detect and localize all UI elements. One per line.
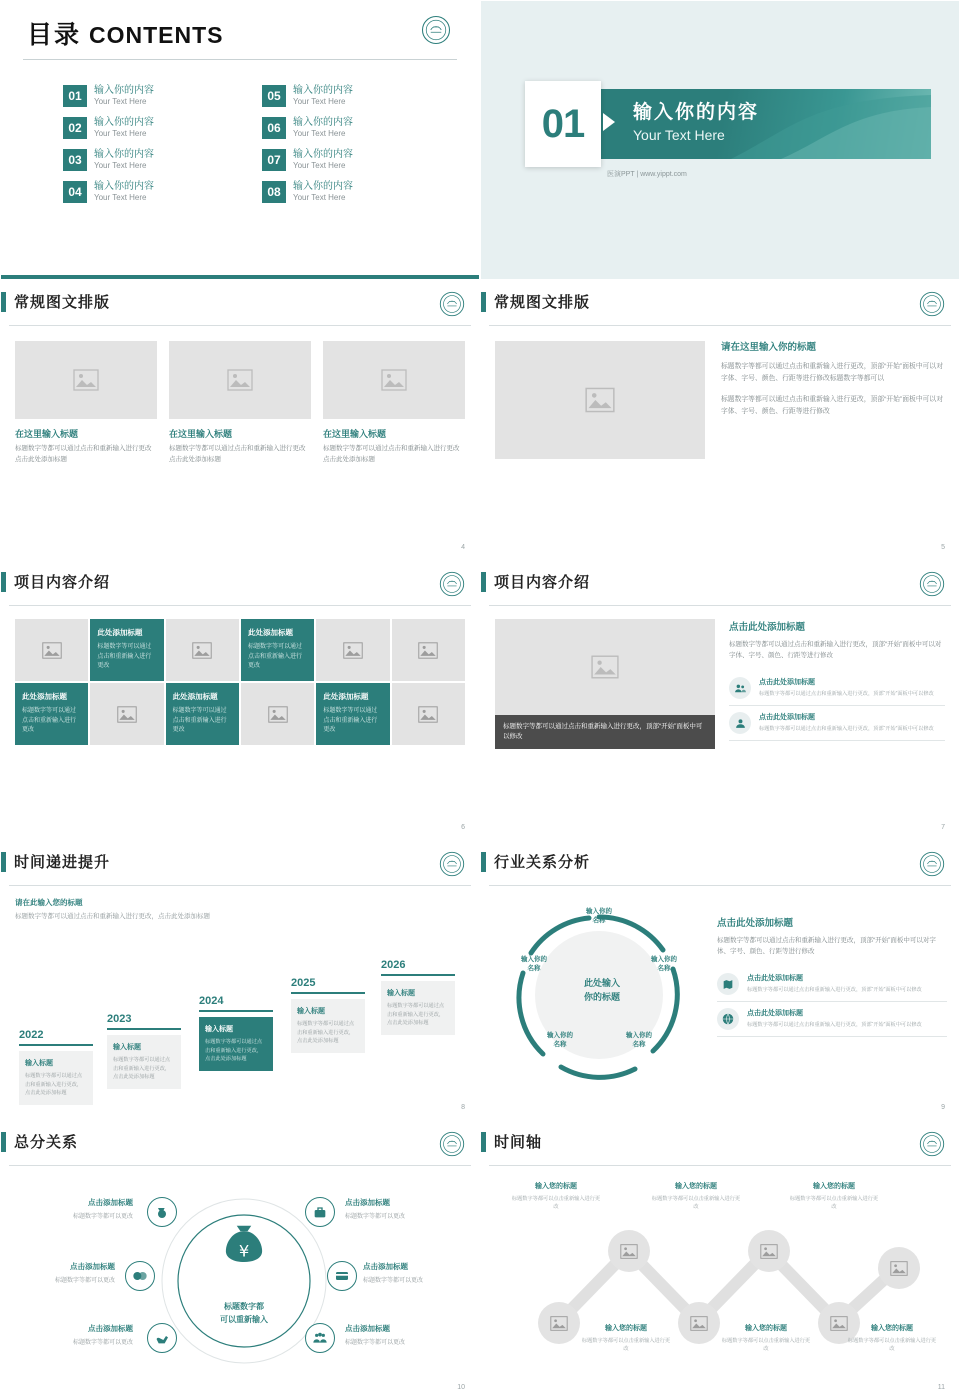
step-heading: 输入标题 bbox=[297, 1008, 325, 1015]
contents-list bbox=[63, 85, 433, 203]
node-line-2: 名称 bbox=[527, 965, 541, 973]
toc-item[interactable] bbox=[63, 85, 234, 107]
title-accent-bar bbox=[481, 852, 486, 872]
step-heading: 输入标题 bbox=[387, 990, 415, 997]
title-accent-bar bbox=[481, 572, 486, 592]
hub-center-label bbox=[197, 1301, 291, 1327]
page-number: 6 bbox=[461, 824, 465, 831]
title-divider bbox=[489, 325, 951, 326]
map-icon bbox=[717, 973, 739, 995]
column[interactable] bbox=[169, 341, 311, 465]
mosaic-grid bbox=[15, 619, 465, 745]
caption-heading: 输入您的标题 bbox=[813, 1183, 855, 1190]
section-title-cn: 输入你的内容 bbox=[633, 102, 760, 123]
toc-number: 05 bbox=[262, 85, 286, 107]
center-line-1: 此处输入 bbox=[583, 978, 620, 988]
image-placeholder[interactable] bbox=[878, 1247, 920, 1289]
step-line bbox=[381, 974, 455, 976]
toc-item[interactable] bbox=[262, 149, 433, 171]
toc-item[interactable] bbox=[63, 117, 234, 139]
toc-label-en: Your Text Here bbox=[94, 129, 147, 138]
timeline-caption-bottom bbox=[847, 1323, 937, 1354]
toc-label-en: Your Text Here bbox=[94, 97, 147, 106]
caption-heading: 输入您的标题 bbox=[675, 1183, 717, 1190]
brand-logo-icon bbox=[439, 1131, 465, 1157]
timeline-caption-top bbox=[511, 1181, 601, 1212]
slide-title bbox=[481, 561, 959, 592]
title-accent-bar bbox=[481, 1132, 486, 1152]
cell-heading: 此处添加标题 bbox=[22, 692, 67, 701]
item-heading: 点击此处添加标题 bbox=[747, 1010, 803, 1018]
brand-logo-icon bbox=[919, 1131, 945, 1157]
cell-body: 标题数字等可以通过点击和重新输入进行更改 bbox=[248, 644, 303, 670]
step-year: 2024 bbox=[199, 995, 224, 1007]
lead-paragraph: 标题数字等都可以通过点击和重新输入进行更改，顶部“开始”面板中可以对字体、字号、颜色、行距等进行修改 bbox=[717, 937, 936, 956]
svg-text:¥: ¥ bbox=[238, 1241, 250, 1261]
slide-title bbox=[1, 841, 479, 872]
toc-item[interactable] bbox=[262, 181, 433, 203]
toc-item[interactable] bbox=[262, 117, 433, 139]
mosaic-text-cell[interactable] bbox=[90, 619, 163, 681]
title-divider bbox=[489, 885, 951, 886]
toc-label-en: Your Text Here bbox=[293, 193, 346, 202]
cell-body: 标题数字等可以通过点击和重新输入进行更改 bbox=[172, 708, 227, 734]
title-text: 常规图文排版 bbox=[494, 294, 591, 311]
section-heading: 请在这里输入你的标题 bbox=[721, 342, 817, 353]
toc-label-cn: 输入你的内容 bbox=[293, 117, 353, 128]
title-text: 项目内容介绍 bbox=[494, 574, 591, 591]
item-body: 标题数字等都可以通过点击和重新输入进行更改，顶部“开始”面板中可以修改 bbox=[747, 1022, 922, 1029]
node-line-1: 输入你的 bbox=[651, 956, 677, 963]
toc-label-en: Your Text Here bbox=[94, 161, 147, 170]
node-icon-money[interactable] bbox=[125, 1261, 155, 1291]
timeline-caption-bottom bbox=[721, 1323, 811, 1354]
node-line-1: 输入你的 bbox=[586, 908, 612, 915]
toc-item[interactable] bbox=[262, 85, 433, 107]
hub-label-right bbox=[345, 1323, 455, 1346]
step-year: 2025 bbox=[291, 977, 316, 989]
ring-node-label bbox=[637, 955, 691, 974]
zigzag-diagram bbox=[489, 1173, 951, 1383]
title-accent-bar bbox=[1, 852, 6, 872]
ring-node-label bbox=[612, 1031, 666, 1050]
hub-label-left bbox=[23, 1323, 133, 1346]
list-item[interactable] bbox=[729, 671, 945, 706]
toc-item[interactable] bbox=[63, 149, 234, 171]
caption-heading: 输入您的标题 bbox=[535, 1183, 577, 1190]
image-caption: 标题数字等都可以通过点击和重新输入进行更改，顶部“开始”面板中可以修改 bbox=[495, 715, 715, 749]
step-body: 标题数字等都可以通过点击和重新输入进行更改，点击此处添加标题 bbox=[25, 1073, 83, 1097]
toc-label-cn: 输入你的内容 bbox=[94, 85, 154, 96]
timeline-step[interactable] bbox=[199, 995, 273, 1071]
text-block bbox=[721, 339, 945, 427]
step-line bbox=[291, 992, 365, 994]
image-placeholder[interactable] bbox=[323, 341, 465, 419]
image-placeholder[interactable] bbox=[241, 683, 314, 745]
caption-heading: 输入您的标题 bbox=[605, 1325, 647, 1332]
caption-body: 标题数字等都可以点击重新输入进行更改 bbox=[511, 1196, 601, 1211]
slide-mosaic[interactable] bbox=[0, 560, 480, 840]
column-body: 标题数字等都可以通过点击和重新输入进行更改 点击此处添加标题 bbox=[169, 445, 306, 463]
arrow-icon bbox=[603, 113, 615, 131]
label-heading: 点击添加标题 bbox=[88, 1324, 133, 1333]
node-line-1: 输入你的 bbox=[547, 1032, 573, 1039]
slide-title bbox=[481, 1121, 959, 1152]
timeline-step[interactable] bbox=[107, 1013, 181, 1089]
mosaic-text-cell[interactable] bbox=[241, 619, 314, 681]
hub-diagram bbox=[1, 1173, 479, 1383]
brand-logo-icon bbox=[919, 291, 945, 317]
image-placeholder[interactable] bbox=[608, 1230, 650, 1272]
slide-title bbox=[1, 561, 479, 592]
title-divider bbox=[489, 605, 951, 606]
image-placeholder[interactable] bbox=[166, 619, 239, 681]
image-placeholder[interactable] bbox=[678, 1302, 720, 1344]
node-icon-hand[interactable] bbox=[147, 1323, 177, 1353]
image-with-caption[interactable] bbox=[495, 619, 715, 749]
mosaic-text-cell[interactable] bbox=[166, 683, 239, 745]
title-text: 行业关系分析 bbox=[494, 854, 591, 871]
image-placeholder[interactable] bbox=[15, 341, 157, 419]
image-placeholder[interactable] bbox=[392, 683, 465, 745]
column-heading: 在这里输入标题 bbox=[169, 429, 233, 439]
label-heading: 点击添加标题 bbox=[70, 1262, 115, 1271]
label-heading: 点击添加标题 bbox=[363, 1262, 408, 1271]
toc-label-cn: 输入你的内容 bbox=[293, 85, 353, 96]
toc-item[interactable] bbox=[63, 181, 234, 203]
brand-logo-icon bbox=[919, 851, 945, 877]
label-heading: 点击添加标题 bbox=[345, 1198, 390, 1207]
step-body: 标题数字等都可以通过点击和重新输入进行更改，点击此处添加标题 bbox=[113, 1057, 171, 1081]
label-body: 标题数字等都可以更改 bbox=[72, 1340, 133, 1346]
slide-image-text-single[interactable] bbox=[480, 280, 960, 560]
column-heading: 在这里输入标题 bbox=[15, 429, 79, 439]
users-icon bbox=[729, 677, 751, 699]
node-line-1: 输入你的 bbox=[626, 1032, 652, 1039]
column[interactable] bbox=[15, 341, 157, 465]
contents-title-cn: 目录 bbox=[27, 21, 82, 49]
mosaic-text-cell[interactable] bbox=[15, 683, 88, 745]
section-number-box bbox=[525, 81, 601, 167]
subtext: 标题数字等都可以通过点击和重新输入进行更改，点击此处添加标题 bbox=[15, 913, 210, 920]
page-number: 7 bbox=[941, 824, 945, 831]
column-body: 标题数字等都可以通过点击和重新输入进行更改 点击此处添加标题 bbox=[15, 445, 152, 463]
caption-body: 标题数字等都可以点击重新输入进行更改 bbox=[651, 1196, 741, 1211]
slide-timeline-steps[interactable] bbox=[0, 840, 480, 1120]
caption-heading: 输入您的标题 bbox=[745, 1325, 787, 1332]
label-body: 标题数字等都可以更改 bbox=[345, 1214, 406, 1220]
ring-node-label bbox=[572, 907, 626, 926]
title-text: 常规图文排版 bbox=[14, 294, 111, 311]
toc-label-cn: 输入你的内容 bbox=[94, 181, 154, 192]
center-line-2: 你的标题 bbox=[583, 991, 620, 1002]
node-icon-coins[interactable] bbox=[147, 1197, 177, 1227]
slide-industry-analysis[interactable] bbox=[480, 840, 960, 1120]
image-placeholder[interactable] bbox=[748, 1230, 790, 1272]
slide-title bbox=[481, 281, 959, 312]
paragraph: 标题数字等都可以通过点击和重新输入进行更改，顶部“开始”面板中可以对字体、字号、颜色、行距等进行修改标题数字等都可以 bbox=[721, 363, 944, 382]
page-number: 9 bbox=[941, 1104, 945, 1111]
section-title-en: Your Text Here bbox=[633, 127, 725, 143]
step-heading: 输入标题 bbox=[205, 1026, 233, 1033]
timeline-step[interactable] bbox=[291, 977, 365, 1053]
step-line bbox=[19, 1044, 93, 1046]
image-placeholder[interactable] bbox=[495, 341, 705, 459]
list-item[interactable] bbox=[729, 706, 945, 741]
center-line-2: 可以重新输入 bbox=[220, 1314, 268, 1324]
page-number: 10 bbox=[457, 1384, 465, 1391]
caption-body: 标题数字等都可以点击重新输入进行更改 bbox=[789, 1196, 879, 1211]
cell-heading: 此处添加标题 bbox=[248, 628, 293, 637]
step-heading: 输入标题 bbox=[25, 1060, 53, 1067]
node-icon-people[interactable] bbox=[305, 1323, 335, 1353]
toc-number: 04 bbox=[63, 181, 87, 203]
toc-label-cn: 输入你的内容 bbox=[94, 117, 154, 128]
page-number: 5 bbox=[941, 544, 945, 551]
bottom-accent-bar bbox=[1, 275, 479, 279]
title-divider bbox=[9, 605, 471, 606]
label-body: 标题数字等都可以更改 bbox=[72, 1214, 133, 1220]
title-text: 时间轴 bbox=[494, 1134, 543, 1151]
toc-label-cn: 输入你的内容 bbox=[293, 181, 353, 192]
title-text: 项目内容介绍 bbox=[14, 574, 111, 591]
timeline-caption-top bbox=[651, 1181, 741, 1212]
caption-body: 标题数字等都可以点击重新输入进行更改 bbox=[581, 1338, 671, 1353]
toc-number: 02 bbox=[63, 117, 87, 139]
hub-label-left bbox=[5, 1261, 115, 1284]
slide-project-detail[interactable] bbox=[480, 560, 960, 840]
lead-paragraph: 标题数字等都可以通过点击和重新输入进行更改，顶部“开始”面板中可以对字体、字号、颜色、行距等进行修改 bbox=[729, 641, 942, 660]
timeline-caption-bottom bbox=[581, 1323, 671, 1354]
user-icon bbox=[729, 712, 751, 734]
image-placeholder[interactable] bbox=[90, 683, 163, 745]
title-divider bbox=[489, 1165, 951, 1166]
hub-label-right bbox=[363, 1261, 473, 1284]
title-accent-bar bbox=[481, 292, 486, 312]
step-line bbox=[199, 1010, 273, 1012]
cell-body: 标题数字等可以通过点击和重新输入进行更改 bbox=[22, 708, 77, 734]
step-year: 2023 bbox=[107, 1013, 132, 1025]
brand-logo-icon bbox=[439, 851, 465, 877]
analysis-text bbox=[717, 915, 947, 1037]
subtitle: 请在此输入您的标题 bbox=[15, 898, 83, 907]
slide-title bbox=[481, 841, 959, 872]
columns bbox=[15, 341, 465, 465]
title-accent-bar bbox=[1, 1132, 6, 1152]
timeline-step[interactable] bbox=[19, 1029, 93, 1105]
center-line-1: 标题数字都 bbox=[224, 1302, 264, 1311]
ring-center-label bbox=[563, 977, 641, 1004]
item-heading: 点击此处添加标题 bbox=[747, 975, 803, 983]
node-icon-bag[interactable] bbox=[305, 1197, 335, 1227]
caption-body: 标题数字等都可以点击重新输入进行更改 bbox=[721, 1338, 811, 1353]
page-number: 11 bbox=[937, 1384, 945, 1391]
brand-logo-icon bbox=[421, 15, 451, 45]
hub-label-left bbox=[23, 1197, 133, 1220]
cell-body: 标题数字等可以通过点击和重新输入进行更改 bbox=[323, 708, 378, 734]
ring-node-label bbox=[507, 955, 561, 974]
toc-number: 07 bbox=[262, 149, 286, 171]
slide-title bbox=[1, 281, 479, 312]
ring-node-label bbox=[533, 1031, 587, 1050]
caption-body: 标题数字等都可以点击重新输入进行更改 bbox=[847, 1338, 937, 1353]
section-heading: 点击此处添加标题 bbox=[717, 918, 794, 929]
image-placeholder[interactable] bbox=[538, 1302, 580, 1344]
contents-title bbox=[1, 1, 479, 51]
image-placeholder[interactable] bbox=[392, 619, 465, 681]
title-accent-bar bbox=[1, 572, 6, 592]
timeline-step[interactable] bbox=[381, 959, 455, 1035]
globe-icon bbox=[717, 1008, 739, 1030]
cell-heading: 此处添加标题 bbox=[323, 692, 369, 701]
toc-label-cn: 输入你的内容 bbox=[293, 149, 353, 160]
divider bbox=[23, 59, 457, 60]
node-line-2: 名称 bbox=[632, 1041, 646, 1049]
image-placeholder[interactable] bbox=[495, 619, 715, 715]
mosaic-text-cell[interactable] bbox=[316, 683, 389, 745]
title-divider bbox=[9, 325, 471, 326]
toc-label-en: Your Text Here bbox=[94, 193, 147, 202]
toc-number: 01 bbox=[63, 85, 87, 107]
item-body: 标题数字等都可以通过点击和重新输入进行更改，顶部“开始”面板中可以修改 bbox=[747, 987, 922, 994]
caption-heading: 输入您的标题 bbox=[871, 1325, 913, 1332]
page-number: 4 bbox=[461, 544, 465, 551]
brand-logo-icon bbox=[439, 571, 465, 597]
cell-heading: 此处添加标题 bbox=[97, 628, 143, 637]
money-bag-icon bbox=[215, 1213, 301, 1299]
slide-section-cover[interactable] bbox=[480, 0, 960, 280]
slide-hub-relationship[interactable] bbox=[0, 1120, 480, 1400]
image-placeholder[interactable] bbox=[316, 619, 389, 681]
list-item[interactable] bbox=[717, 1002, 947, 1037]
title-divider bbox=[9, 1165, 471, 1166]
toc-label-cn: 输入你的内容 bbox=[94, 149, 154, 160]
paragraph: 标题数字等都可以通过点击和重新输入进行更改，顶部“开始”面板中可以对字体、字号、颜色、行距等进行修改 bbox=[721, 396, 944, 415]
hub-label-right bbox=[345, 1197, 455, 1220]
section-heading: 点击此处添加标题 bbox=[729, 622, 806, 633]
image-placeholder[interactable] bbox=[169, 341, 311, 419]
step-heading: 输入标题 bbox=[113, 1044, 141, 1051]
node-line-2: 名称 bbox=[657, 965, 671, 973]
label-body: 标题数字等都可以更改 bbox=[345, 1340, 406, 1346]
label-body: 标题数字等都可以更改 bbox=[363, 1278, 424, 1284]
column[interactable] bbox=[323, 341, 465, 465]
cell-body: 标题数字等可以通过点击和重新输入进行更改 bbox=[97, 644, 152, 670]
step-body: 标题数字等都可以通过点击和重新输入进行更改，点击此处添加标题 bbox=[387, 1003, 445, 1027]
label-heading: 点击添加标题 bbox=[88, 1198, 133, 1207]
title-text: 总分关系 bbox=[14, 1134, 79, 1151]
toc-number: 08 bbox=[262, 181, 286, 203]
toc-number: 06 bbox=[262, 117, 286, 139]
slide-image-text-three[interactable] bbox=[0, 280, 480, 560]
title-text: 时间递进提升 bbox=[14, 854, 111, 871]
node-line-2: 名称 bbox=[553, 1041, 567, 1049]
label-heading: 点击添加标题 bbox=[345, 1324, 390, 1333]
item-heading: 点击此处添加标题 bbox=[759, 679, 815, 687]
node-icon-card[interactable] bbox=[327, 1261, 357, 1291]
item-body: 标题数字等都可以通过点击和重新输入进行更改，顶部“开始”面板中可以修改 bbox=[759, 726, 934, 733]
toc-label-en: Your Text Here bbox=[293, 161, 346, 170]
item-body: 标题数字等都可以通过点击和重新输入进行更改，顶部“开始”面板中可以修改 bbox=[759, 691, 934, 698]
step-year: 2022 bbox=[19, 1029, 44, 1041]
label-body: 标题数字等都可以更改 bbox=[54, 1278, 115, 1284]
source-credit: 医演PPT | www.yippt.com bbox=[607, 171, 687, 178]
page-number: 8 bbox=[461, 1104, 465, 1111]
cell-heading: 此处添加标题 bbox=[172, 692, 218, 701]
timeline-caption-top bbox=[789, 1181, 879, 1212]
step-line bbox=[107, 1028, 181, 1030]
slide-contents[interactable] bbox=[0, 0, 480, 280]
column-body: 标题数字等都可以通过点击和重新输入进行更改 点击此处添加标题 bbox=[323, 445, 460, 463]
title-accent-bar bbox=[1, 292, 6, 312]
toc-number: 03 bbox=[63, 149, 87, 171]
contents-title-en: CONTENTS bbox=[89, 22, 224, 48]
image-placeholder[interactable] bbox=[15, 619, 88, 681]
item-heading: 点击此处添加标题 bbox=[759, 714, 815, 722]
list-item[interactable] bbox=[717, 967, 947, 1002]
slide-zigzag-timeline[interactable] bbox=[480, 1120, 960, 1400]
steps-container bbox=[13, 951, 467, 1101]
column-heading: 在这里输入标题 bbox=[323, 429, 387, 439]
node-line-2: 名称 bbox=[592, 917, 606, 925]
detail-text bbox=[729, 619, 945, 741]
brand-logo-icon bbox=[919, 571, 945, 597]
slide-title bbox=[1, 1121, 479, 1152]
step-body: 标题数字等都可以通过点击和重新输入进行更改，点击此处添加标题 bbox=[297, 1021, 355, 1045]
title-divider bbox=[9, 885, 471, 886]
step-body: 标题数字等都可以通过点击和重新输入进行更改，点击此处添加标题 bbox=[205, 1039, 263, 1063]
brand-logo-icon bbox=[439, 291, 465, 317]
step-year: 2026 bbox=[381, 959, 406, 971]
toc-label-en: Your Text Here bbox=[293, 97, 346, 106]
toc-label-en: Your Text Here bbox=[293, 129, 346, 138]
section-number: 01 bbox=[541, 101, 585, 146]
node-line-1: 输入你的 bbox=[521, 956, 547, 963]
